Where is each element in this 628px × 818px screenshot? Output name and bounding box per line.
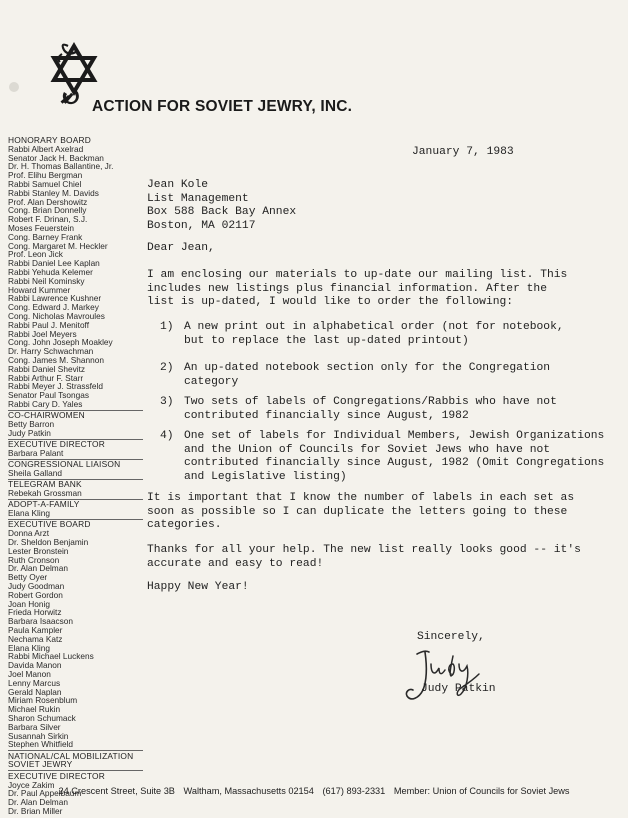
roster-section <box>8 410 143 439</box>
paragraph-line: includes new listings plus financial information. After the <box>147 282 547 295</box>
roster-name: Judy Goodman <box>8 581 65 592</box>
roster-name: Elana Kling <box>8 508 50 519</box>
item-line: and the Union of Councils for Soviet Jews who have not <box>184 443 551 456</box>
roster-name: Prof. Elihu Bergman <box>8 170 83 181</box>
roster-heading: ADOPT-A-FAMILY <box>8 499 143 509</box>
roster-name: Dr. Alan Delman <box>8 797 68 808</box>
roster-name: Nechama Katz <box>8 633 63 644</box>
roster-name: Rabbi Daniel Shevitz <box>8 363 86 374</box>
roster-heading: EXECUTIVE BOARD <box>8 519 143 529</box>
organization-name: ACTION FOR SOVIET JEWRY, INC. <box>92 98 353 115</box>
roster-name: Elana Kling <box>8 642 50 653</box>
paragraph-line: It is important that I know the number of labels in each set as <box>147 492 575 504</box>
roster-name: Davida Manon <box>8 660 62 671</box>
item-text <box>184 362 550 389</box>
roster-name: Stephen Whitfield <box>8 739 74 750</box>
roster-name: Frieda Horwitz <box>8 607 62 618</box>
signer-name: Judy Patkin <box>421 683 496 695</box>
roster-name: Rabbi Yehuda Kelemer <box>8 266 93 277</box>
paragraph-line: Thanks for all your help. The new list really looks good -- it's <box>147 544 581 556</box>
roster-name: Betty Barron <box>8 419 55 429</box>
roster-name: Rabbi Daniel Lee Kaplan <box>8 258 100 269</box>
address-line: List Management <box>147 192 249 205</box>
roster-name: Barbara Palant <box>8 447 64 458</box>
item-line: contributed financially since August, 1982 <box>184 409 469 422</box>
item-line: An up-dated notebook section only for the Congregation <box>184 362 551 374</box>
important-paragraph <box>147 492 574 533</box>
roster-name: Cong. John Joseph Moakley <box>8 337 113 348</box>
item-line: contributed financially since August, 1982 (Omit Congregations <box>184 457 605 470</box>
roster-name: Paula Kampler <box>8 625 63 636</box>
roster-name: Joan Honig <box>8 598 50 609</box>
roster-section <box>8 519 143 750</box>
roster-name: Rebekah Grossman <box>8 488 82 499</box>
roster-name: Rabbi Lawrence Kushner <box>8 293 102 304</box>
paragraph-line: categories. <box>147 519 222 532</box>
roster-name: Cong. Edward J. Markey <box>8 302 99 313</box>
roster-name: Barbara Silver <box>8 721 61 732</box>
paragraph-line: list is up-dated, I would like to order the following: <box>147 296 514 309</box>
roster-heading: HONORARY BOARD <box>8 135 91 145</box>
roster-name: Prof. Leon Jick <box>8 249 63 260</box>
roster-name: Senator Jack H. Backman <box>8 152 104 163</box>
roster-section <box>8 499 143 519</box>
roster-name: Sheila Galland <box>8 467 62 478</box>
intro-paragraph <box>147 269 567 310</box>
roster-name: Rabbi Cary D. Yales <box>8 398 83 409</box>
footer-phone: (617) 893-2331 <box>322 786 386 796</box>
roster-section <box>8 439 143 459</box>
roster-name: Gerald Naplan <box>8 686 62 697</box>
paragraph-line: I am enclosing our materials to up-date our mailing list. This <box>147 269 568 281</box>
roster-name: Rabbi Neil Kominsky <box>8 275 85 286</box>
roster-name: Cong. Margaret M. Heckler <box>8 240 108 251</box>
roster-name: Sharon Schumack <box>8 713 76 723</box>
item-line: but to replace the last up-dated printout) <box>184 334 469 347</box>
roster-name: Judy Patkin <box>8 427 51 438</box>
roster-heading: CO-CHAIRWOMEN <box>8 410 143 420</box>
recipient-address <box>147 179 296 233</box>
roster-name: Dr. Harry Schwachman <box>8 346 94 357</box>
roster-name: Michael Rukin <box>8 704 61 715</box>
roster-name: Dr. Brian Miller <box>8 805 63 816</box>
item-line: category <box>184 375 239 388</box>
roster-heading: EXECUTIVE DIRECTOR <box>8 439 143 449</box>
punch-hole <box>9 82 19 92</box>
footer-street: 24 Crescent Street, Suite 3B <box>58 786 175 796</box>
roster-heading: EXECUTIVE DIRECTOR <box>8 770 143 780</box>
roster-name: Rabbi Joel Meyers <box>8 328 77 339</box>
roster-name: Howard Kummer <box>8 284 71 295</box>
paragraph-line: Happy New Year! <box>147 581 249 593</box>
item-number: 4) <box>160 430 174 442</box>
roster-name: Robert Gordon <box>8 589 63 600</box>
item-text <box>184 396 557 423</box>
item-number: 1) <box>160 321 174 333</box>
roster-heading: TELEGRAM BANK <box>8 479 143 489</box>
roster-name: Ruth Cronson <box>8 554 60 565</box>
roster-name: Betty Oyer <box>8 572 48 583</box>
roster-name: Lester Bronstein <box>8 545 69 556</box>
board-roster <box>8 136 143 817</box>
roster-name: Moses Feuerstein <box>8 222 74 233</box>
item-text <box>184 321 564 348</box>
item-line: A new print out in alphabetical order (not for notebook, <box>184 321 564 333</box>
roster-section <box>8 136 143 410</box>
salutation: Dear Jean, <box>147 242 215 254</box>
handwritten-signature <box>401 644 491 706</box>
roster-name: Cong. Nicholas Mavroules <box>8 310 105 321</box>
roster-name: Rabbi Stanley M. Davids <box>8 187 99 198</box>
closing: Sincerely, <box>417 631 485 643</box>
footer-city: Waltham, Massachusetts 02154 <box>183 786 314 796</box>
footer-address <box>0 786 628 799</box>
roster-name: Rabbi Paul J. Menitoff <box>8 319 90 330</box>
roster-section <box>8 750 143 770</box>
roster-name: Cong. Brian Donnelly <box>8 205 87 216</box>
address-line: Boston, MA 02117 <box>147 219 256 232</box>
roster-name: Dr. Paul Appelbaum <box>8 788 82 799</box>
address-line: Box 588 Back Bay Annex <box>147 206 297 219</box>
roster-name: Dr. Sheldon Benjamin <box>8 537 89 548</box>
roster-heading: CONGRESSIONAL LIAISON <box>8 459 143 469</box>
roster-name: Rabbi Michael Luckens <box>8 651 94 662</box>
roster-section <box>8 459 143 479</box>
roster-name: Donna Arzt <box>8 528 50 539</box>
roster-name: Joyce Zakim <box>8 779 55 790</box>
letter-date: January 7, 1983 <box>412 146 514 158</box>
item-line: Two sets of labels of Congregations/Rabbis who have not <box>184 396 557 408</box>
address-line: Jean Kole <box>147 179 209 191</box>
item-number: 3) <box>160 396 174 408</box>
footer-member: Member: Union of Councils for Soviet Jews <box>393 786 570 796</box>
item-number: 2) <box>160 362 174 374</box>
roster-name: Cong. James M. Shannon <box>8 354 104 365</box>
roster-name: Cong. Barney Frank <box>8 231 83 242</box>
roster-name: Miriam Rosenblum <box>8 695 78 706</box>
thanks-paragraph <box>147 544 581 571</box>
roster-name: Dr. H. Thomas Ballantine, Jr. <box>8 161 114 172</box>
new-year-paragraph <box>147 581 249 595</box>
roster-name: Robert F. Drinan, S.J. <box>8 214 88 225</box>
roster-name: Joel Manon <box>8 669 51 680</box>
item-text <box>184 430 604 484</box>
paragraph-line: accurate and easy to read! <box>147 557 324 570</box>
roster-name: Prof. Alan Dershowitz <box>8 196 88 207</box>
roster-name: Dr. Alan Delman <box>8 563 68 574</box>
roster-name: Senator Paul Tsongas <box>8 390 90 401</box>
roster-name: Lenny Marcus <box>8 677 61 688</box>
item-line: and Legislative listing) <box>184 470 347 483</box>
roster-name: Barbara Isaacson <box>8 616 74 627</box>
roster-name: Rabbi Meyer J. Strassfeld <box>8 381 103 392</box>
roster-heading: NATIONAL/CAL MOBILIZATION SOVIET JEWRY <box>8 750 143 769</box>
paragraph-line: soon as possible so I can duplicate the letters going to these <box>147 505 568 518</box>
roster-name: Susannah Sirkin <box>8 730 69 741</box>
roster-section <box>8 479 143 499</box>
roster-name: Rabbi Albert Axelrad <box>8 143 84 154</box>
item-line: One set of labels for Individual Members, Jewish Organizations <box>184 430 605 442</box>
roster-name: Rabbi Samuel Chiel <box>8 178 82 189</box>
roster-name: Rabbi Arthur F. Starr <box>8 372 84 383</box>
